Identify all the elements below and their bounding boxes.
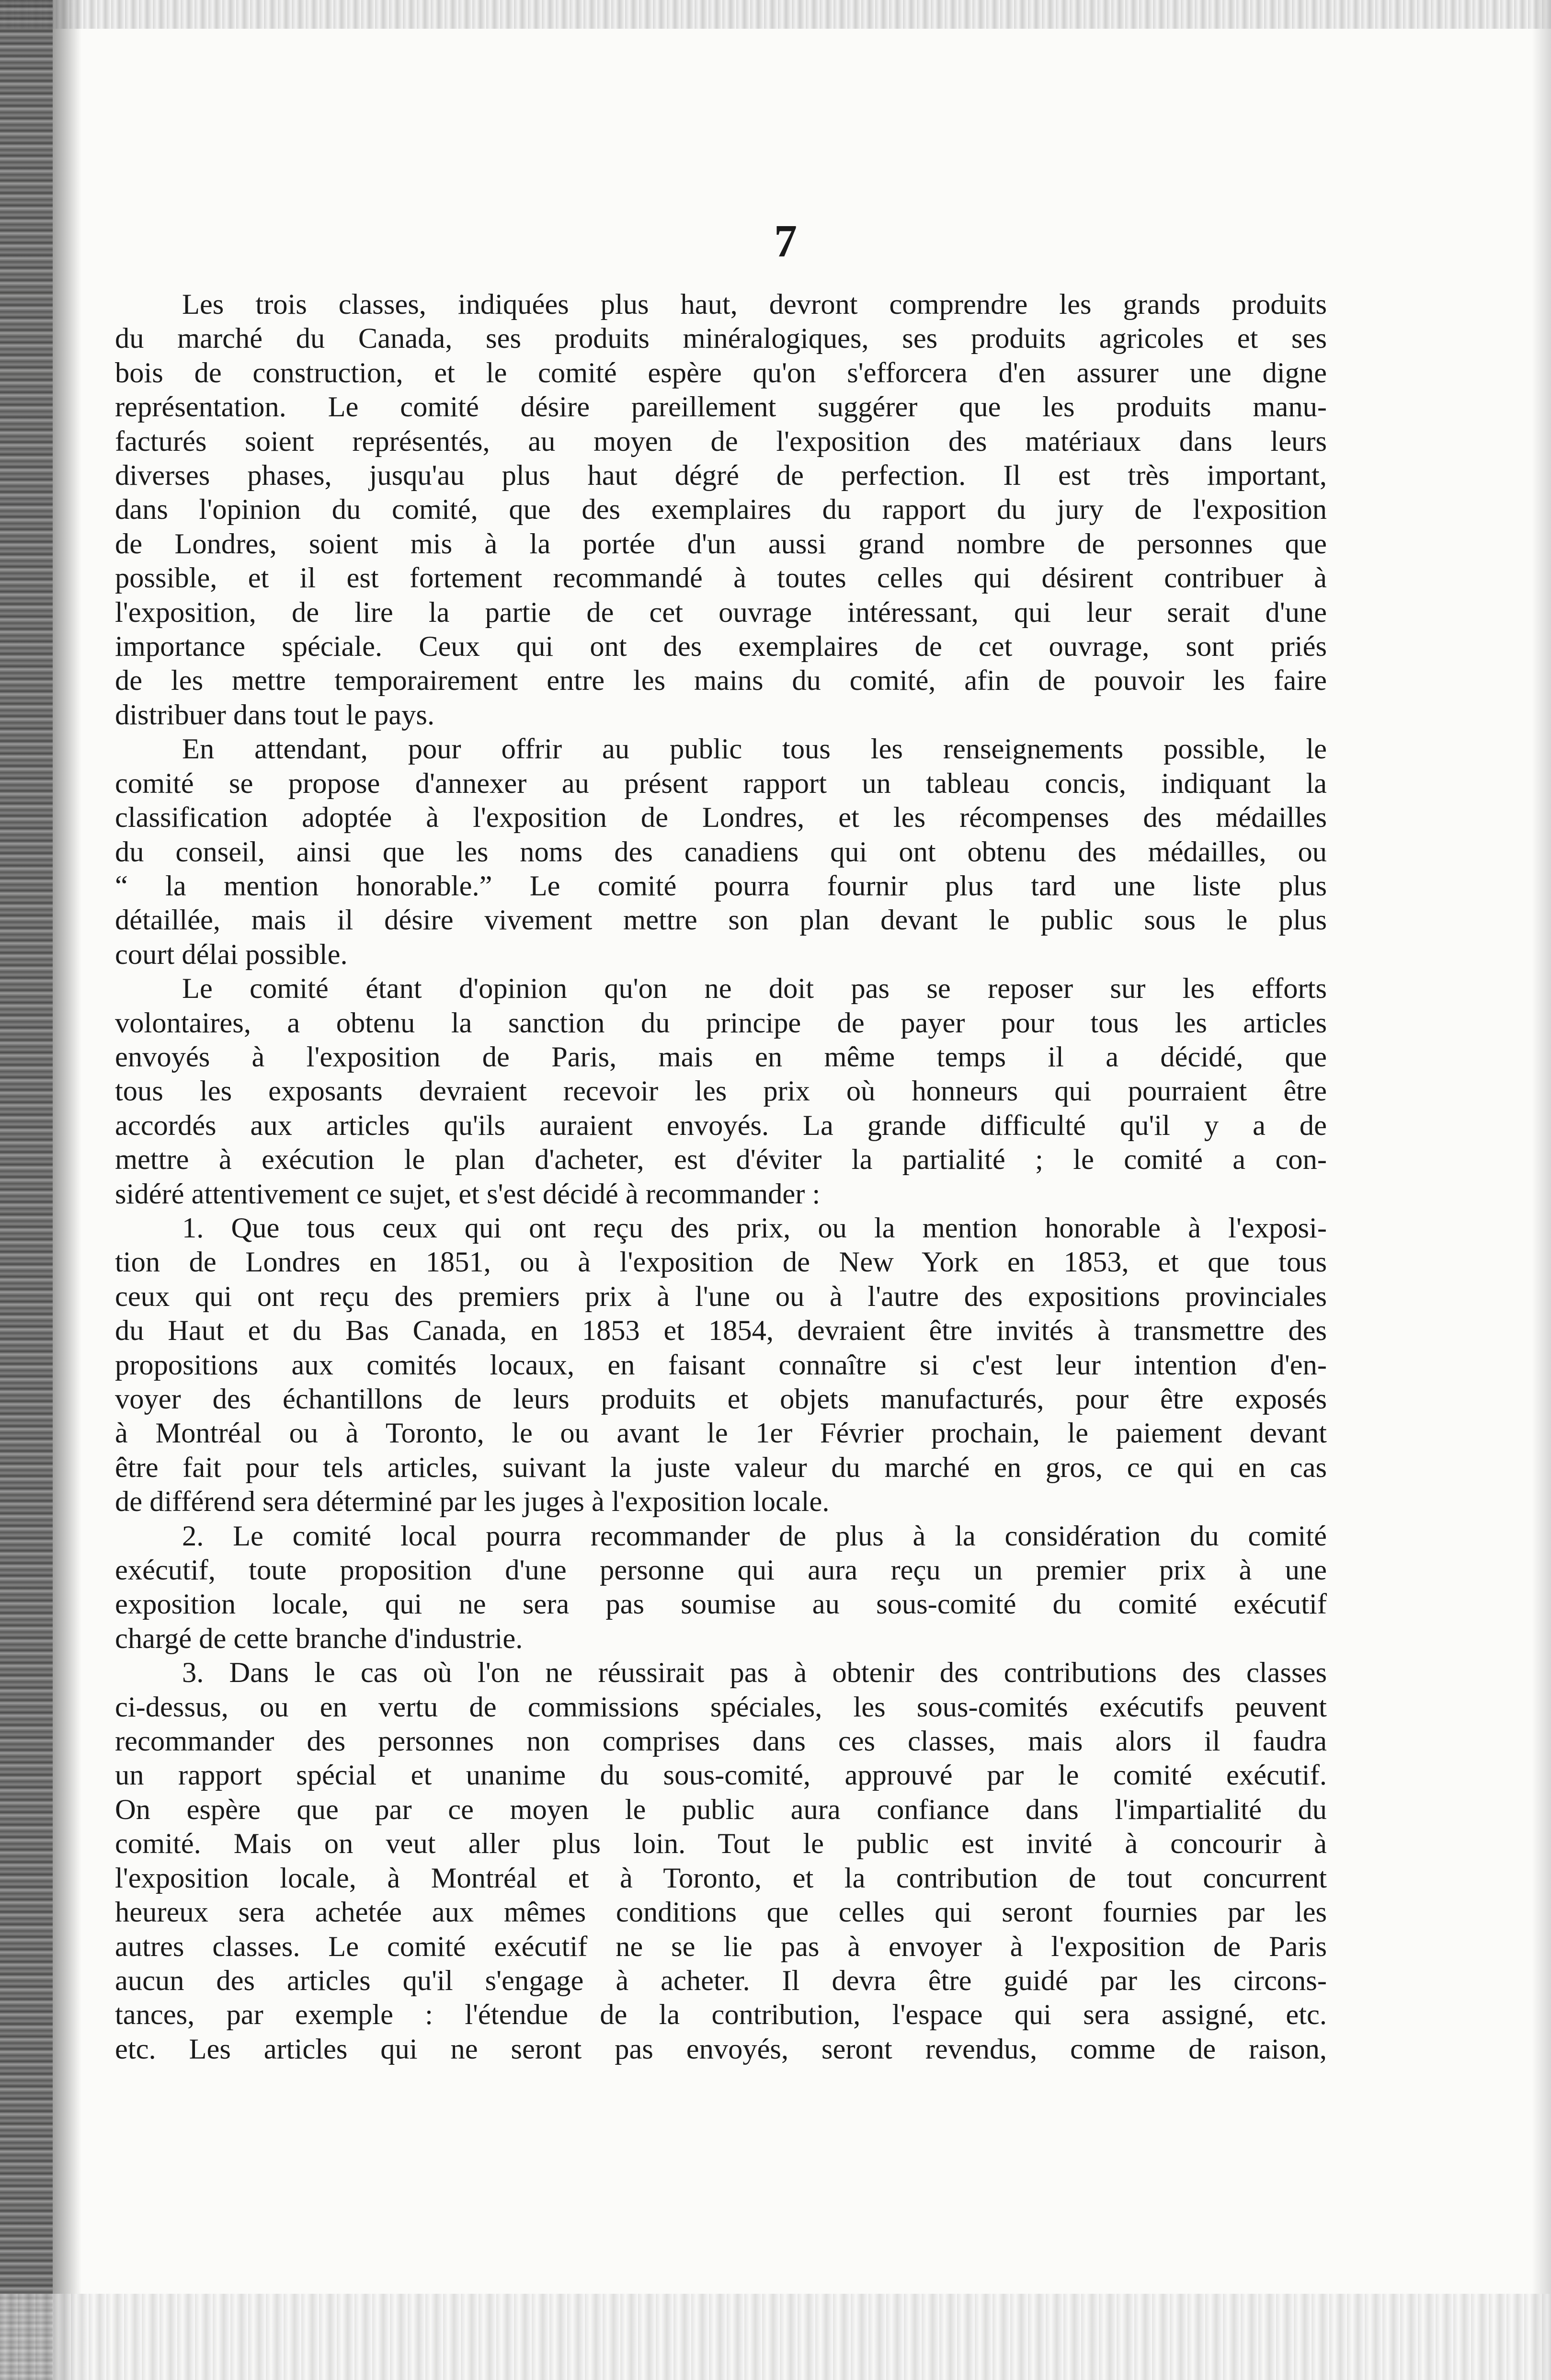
text-line: exécutif, toute proposition d'une personne qui aura reçu un premier prix à une <box>115 1554 1327 1587</box>
text-line: distribuer dans tout le pays. <box>115 698 435 731</box>
text-line: importance spéciale. Ceux qui ont des exemplaires de cet ouvrage, sont priés <box>115 630 1327 663</box>
text-line: sidéré attentivement ce sujet, et s'est décidé à recommander : <box>115 1178 821 1210</box>
text-line: diverses phases, jusqu'au plus haut dégré de perfection. Il est très important, <box>115 459 1327 492</box>
text-line: dans l'opinion du comité, que des exemplaires du rapport du jury de l'exposition <box>115 493 1327 526</box>
text-line: ci-dessus, ou en vertu de commissions spéciales, les sous-comités exécutifs peuvent <box>115 1691 1327 1723</box>
page-bottom-edge <box>0 2294 1551 2380</box>
page-right-edge <box>1532 0 1551 2380</box>
text-line: de les mettre temporairement entre les mains du comité, afin de pouvoir les faire <box>115 664 1327 697</box>
text-line: à Montréal ou à Toronto, le ou avant le 1er Février prochain, le paiement devant <box>115 1417 1327 1450</box>
text-line: comité. Mais on veut aller plus loin. Tout le public est invité à concourir à <box>115 1828 1327 1860</box>
paragraph-item-1 <box>115 1211 1327 1519</box>
text-line: mettre à exécution le plan d'acheter, est d'éviter la partialité ; le comité a con- <box>115 1144 1327 1176</box>
text-line: classification adoptée à l'exposition de Londres, et les récompenses des médailles <box>115 801 1327 834</box>
text-line: “ la mention honorable.” Le comité pourra fournir plus tard une liste plus <box>115 870 1327 902</box>
body-text <box>115 287 1327 2066</box>
text-line: 3. Dans le cas où l'on ne réussirait pas à obtenir des contributions des classes <box>182 1657 1327 1689</box>
text-line: tances, par exemple : l'étendue de la contribution, l'espace qui sera assigné, etc. <box>115 1999 1327 2031</box>
text-line: recommander des personnes non comprises dans ces classes, mais alors il faudra <box>115 1725 1327 1758</box>
text-line: Le comité étant d'opinion qu'on ne doit pas se reposer sur les efforts <box>182 973 1327 1005</box>
text-line: propositions aux comités locaux, en faisant connaître si c'est leur intention d'en- <box>115 1349 1327 1381</box>
text-line: facturés soient représentés, au moyen de l'exposition des matériaux dans leurs <box>115 425 1327 458</box>
text-line: accordés aux articles qu'ils auraient envoyés. La grande difficulté qu'il y a de <box>115 1109 1327 1142</box>
text-line: l'exposition, de lire la partie de cet ouvrage intéressant, qui leur serait d'une <box>115 596 1327 629</box>
text-line: détaillée, mais il désire vivement mettre son plan devant le public sous le plus <box>115 904 1327 937</box>
text-line: du Haut et du Bas Canada, en 1853 et 1854, devraient être invités à transmettre des <box>115 1315 1327 1347</box>
text-line: bois de construction, et le comité espère qu'on s'efforcera d'en assurer une digne <box>115 356 1327 389</box>
paragraph-2 <box>115 732 1327 972</box>
text-line: 2. Le comité local pourra recommander de plus à la considération du comité <box>182 1520 1327 1552</box>
text-line: représentation. Le comité désire pareillement suggérer que les produits manu- <box>115 391 1327 423</box>
text-line: En attendant, pour offrir au public tous les renseignements possible, le <box>182 733 1327 766</box>
text-line: 1. Que tous ceux qui ont reçu des prix, ou la mention honorable à l'exposi- <box>182 1212 1327 1244</box>
text-line: de Londres, soient mis à la portée d'un aussi grand nombre de personnes que <box>115 527 1327 560</box>
text-line: aucun des articles qu'il s'engage à acheter. Il devra être guidé par les circons- <box>115 1964 1327 1997</box>
paragraph-3 <box>115 972 1327 1211</box>
text-line: court délai possible. <box>115 938 348 971</box>
text-line: tous les exposants devraient recevoir les prix où honneurs qui pourraient être <box>115 1075 1327 1108</box>
text-line: chargé de cette branche d'industrie. <box>115 1622 523 1655</box>
text-line: On espère que par ce moyen le public aura confiance dans l'impartialité du <box>115 1793 1327 1826</box>
text-line: l'exposition locale, à Montréal et à Toronto, et la contribution de tout concurrent <box>115 1862 1327 1894</box>
text-line: etc. Les articles qui ne seront pas envoyés, seront revendus, comme de raison, <box>115 2033 1327 2065</box>
text-line: exposition locale, qui ne sera pas soumise au sous-comité du comité exécutif <box>115 1588 1327 1621</box>
text-line: voyer des échantillons de leurs produits et objets manufacturés, pour être exposés <box>115 1383 1327 1415</box>
text-line: Les trois classes, indiquées plus haut, devront comprendre les grands produits <box>182 288 1327 320</box>
text-line: de différend sera déterminé par les juges à l'exposition locale. <box>115 1486 830 1518</box>
text-line: volontaires, a obtenu la sanction du principe de payer pour tous les articles <box>115 1007 1327 1039</box>
binding-shadow <box>53 0 81 2380</box>
text-line: comité se propose d'annexer au présent rapport un tableau concis, indiquant la <box>115 767 1327 800</box>
paragraph-item-2 <box>115 1519 1327 1656</box>
text-line: être fait pour tels articles, suivant la juste valeur du marché en gros, ce qui en cas <box>115 1451 1327 1484</box>
page-top-edge <box>0 0 1551 29</box>
text-line: envoyés à l'exposition de Paris, mais en même temps il a décidé, que <box>115 1041 1327 1073</box>
text-line: heureux sera achetée aux mêmes conditions que celles qui seront fournies par les <box>115 1896 1327 1929</box>
page-number: 7 <box>774 215 797 266</box>
text-line: tion de Londres en 1851, ou à l'exposition de New York en 1853, et que tous <box>115 1246 1327 1279</box>
text-line: ceux qui ont reçu des premiers prix à l'une ou à l'autre des expositions provinciales <box>115 1280 1327 1313</box>
binding-edge <box>0 0 53 2380</box>
paragraph-item-3 <box>115 1656 1327 2066</box>
text-line: possible, et il est fortement recommandé à toutes celles qui désirent contribuer à <box>115 562 1327 595</box>
text-line: autres classes. Le comité exécutif ne se lie pas à envoyer à l'exposition de Paris <box>115 1930 1327 1963</box>
text-line: un rapport spécial et unanime du sous-comité, approuvé par le comité exécutif. <box>115 1759 1327 1792</box>
text-line: du conseil, ainsi que les noms des canadiens qui ont obtenu des médailles, ou <box>115 835 1327 868</box>
paragraph-1 <box>115 287 1327 732</box>
text-line: du marché du Canada, ses produits minéralogiques, ses produits agricoles et ses <box>115 322 1327 355</box>
